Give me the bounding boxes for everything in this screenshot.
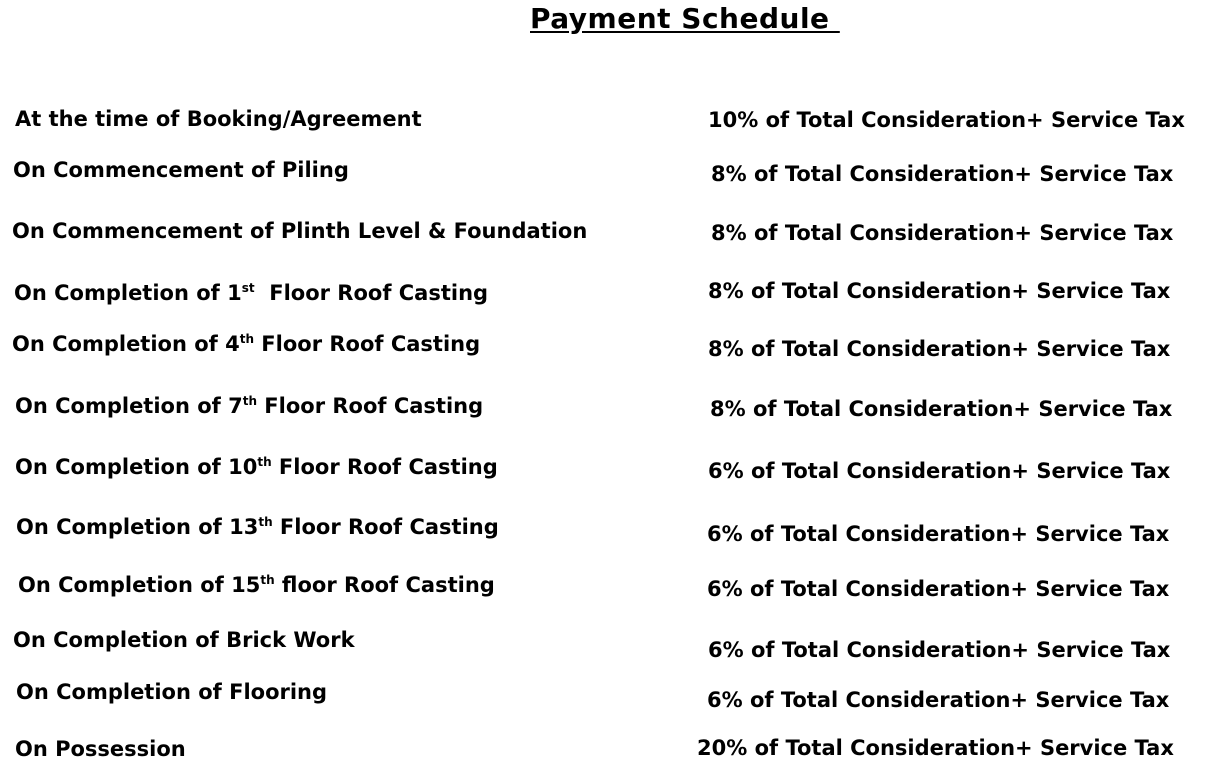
schedule-amount [710, 396, 1172, 422]
stage-text-rest: Floor Roof Casting [272, 515, 499, 539]
amount-percent: 8% [711, 162, 747, 186]
amount-text: of Total Consideration+ Service Tax [743, 459, 1171, 483]
ordinal-suffix: th [257, 455, 272, 469]
amount-percent: 8% [711, 221, 747, 245]
schedule-stage [13, 627, 355, 653]
stage-text: On Possession [15, 737, 186, 761]
amount-percent: 6% [707, 688, 743, 712]
stage-text: On Commencement of Plinth Level & Foundation [12, 219, 588, 243]
amount-text: of Total Consideration+ Service Tax [742, 577, 1170, 601]
amount-percent: 8% [708, 337, 744, 361]
schedule-stage [15, 106, 422, 132]
stage-text: On Completion of Brick Work [13, 628, 355, 652]
ordinal-suffix: th [242, 394, 257, 408]
schedule-amount [707, 687, 1169, 713]
stage-text-rest: floor Roof Casting [274, 573, 495, 597]
ordinal-suffix: st [241, 281, 255, 295]
schedule-stage [15, 736, 186, 762]
ordinal-suffix: th [260, 573, 275, 587]
amount-percent: 6% [708, 459, 744, 483]
schedule-stage [16, 514, 499, 540]
schedule-amount [708, 336, 1170, 362]
schedule-amount [708, 637, 1170, 663]
amount-percent: 20% [697, 736, 748, 760]
schedule-stage [15, 393, 483, 419]
amount-percent: 6% [707, 577, 743, 601]
amount-text: of Total Consideration+ Service Tax [742, 688, 1170, 712]
schedule-amount [707, 521, 1169, 547]
amount-text: of Total Consideration+ Service Tax [743, 337, 1171, 361]
schedule-amount [708, 458, 1170, 484]
stage-text: On Completion of 10 [15, 455, 258, 479]
stage-text: On Completion of 4 [12, 332, 240, 356]
stage-text-rest: Floor Roof Casting [254, 281, 489, 305]
schedule-amount [711, 161, 1173, 187]
schedule-stage [12, 218, 587, 244]
stage-text: On Commencement of Piling [13, 158, 349, 182]
amount-percent: 6% [708, 638, 744, 662]
schedule-stage [12, 331, 480, 357]
amount-text: of Total Consideration+ Service Tax [758, 108, 1185, 132]
schedule-amount [707, 576, 1169, 602]
stage-text-rest: Floor Roof Casting [257, 394, 484, 418]
amount-percent: 6% [707, 522, 743, 546]
schedule-stage [13, 157, 349, 183]
schedule-stage [16, 679, 327, 705]
amount-text: of Total Consideration+ Service Tax [747, 736, 1174, 760]
amount-text: of Total Consideration+ Service Tax [743, 638, 1171, 662]
stage-text: On Completion of 15 [18, 573, 261, 597]
stage-text: On Completion of Flooring [16, 680, 328, 704]
schedule-amount [711, 220, 1173, 246]
amount-percent: 8% [710, 397, 746, 421]
amount-text: of Total Consideration+ Service Tax [746, 221, 1174, 245]
stage-text: On Completion of 13 [16, 515, 259, 539]
page-title: Payment Schedule [530, 2, 840, 35]
amount-percent: 8% [708, 279, 744, 303]
stage-text: At the time of Booking/Agreement [15, 107, 422, 131]
stage-text: On Completion of 7 [15, 394, 243, 418]
stage-text-rest: Floor Roof Casting [271, 455, 498, 479]
stage-text-rest: Floor Roof Casting [254, 332, 481, 356]
amount-text: of Total Consideration+ Service Tax [742, 522, 1170, 546]
schedule-stage [14, 280, 488, 306]
schedule-amount [708, 107, 1185, 133]
amount-percent: 10% [708, 108, 759, 132]
ordinal-suffix: th [239, 332, 254, 346]
amount-text: of Total Consideration+ Service Tax [743, 279, 1171, 303]
ordinal-suffix: th [258, 515, 273, 529]
schedule-stage [18, 572, 495, 598]
schedule-stage [15, 454, 498, 480]
amount-text: of Total Consideration+ Service Tax [745, 397, 1173, 421]
amount-text: of Total Consideration+ Service Tax [746, 162, 1174, 186]
stage-text: On Completion of 1 [14, 281, 242, 305]
schedule-amount [708, 278, 1170, 304]
schedule-amount [697, 735, 1174, 761]
